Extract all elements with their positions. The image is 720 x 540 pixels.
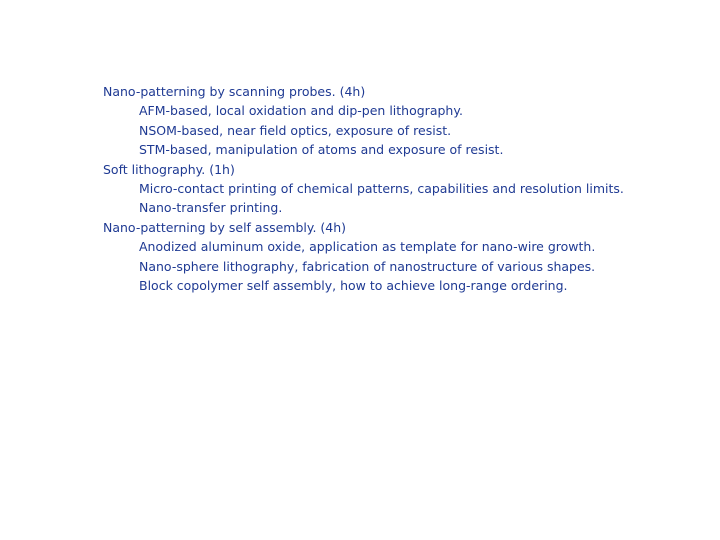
- subtopic-block-copolymer: Block copolymer self assembly, how to achieve long-range ordering.: [139, 278, 568, 294]
- subtopic-micro-contact-printing: Micro-contact printing of chemical patterns, capabilities and resolution limits.: [139, 181, 624, 197]
- course-outline: [103, 82, 703, 295]
- topic-scanning-probes: Nano-patterning by scanning probes. (4h): [103, 84, 366, 99]
- topic-soft-lithography: Soft lithography. (1h): [103, 161, 235, 177]
- topic-self-assembly: Nano-patterning by self assembly. (4h): [103, 219, 347, 235]
- subtopic-nsom: NSOM-based, near field optics, exposure of resist.: [139, 122, 452, 138]
- subtopic-stm: STM-based, manipulation of atoms and exposure of resist.: [139, 142, 504, 158]
- subtopic-nano-sphere-lithography: Nano-sphere lithography, fabrication of nanostructure of various shapes.: [139, 258, 596, 274]
- subtopic-nano-transfer-printing: Nano-transfer printing.: [139, 200, 283, 216]
- subtopic-afm: AFM-based, local oxidation and dip-pen lithography.: [139, 103, 463, 119]
- subtopic-anodized-aluminum-oxide: Anodized aluminum oxide, application as template for nano-wire growth.: [139, 239, 596, 255]
